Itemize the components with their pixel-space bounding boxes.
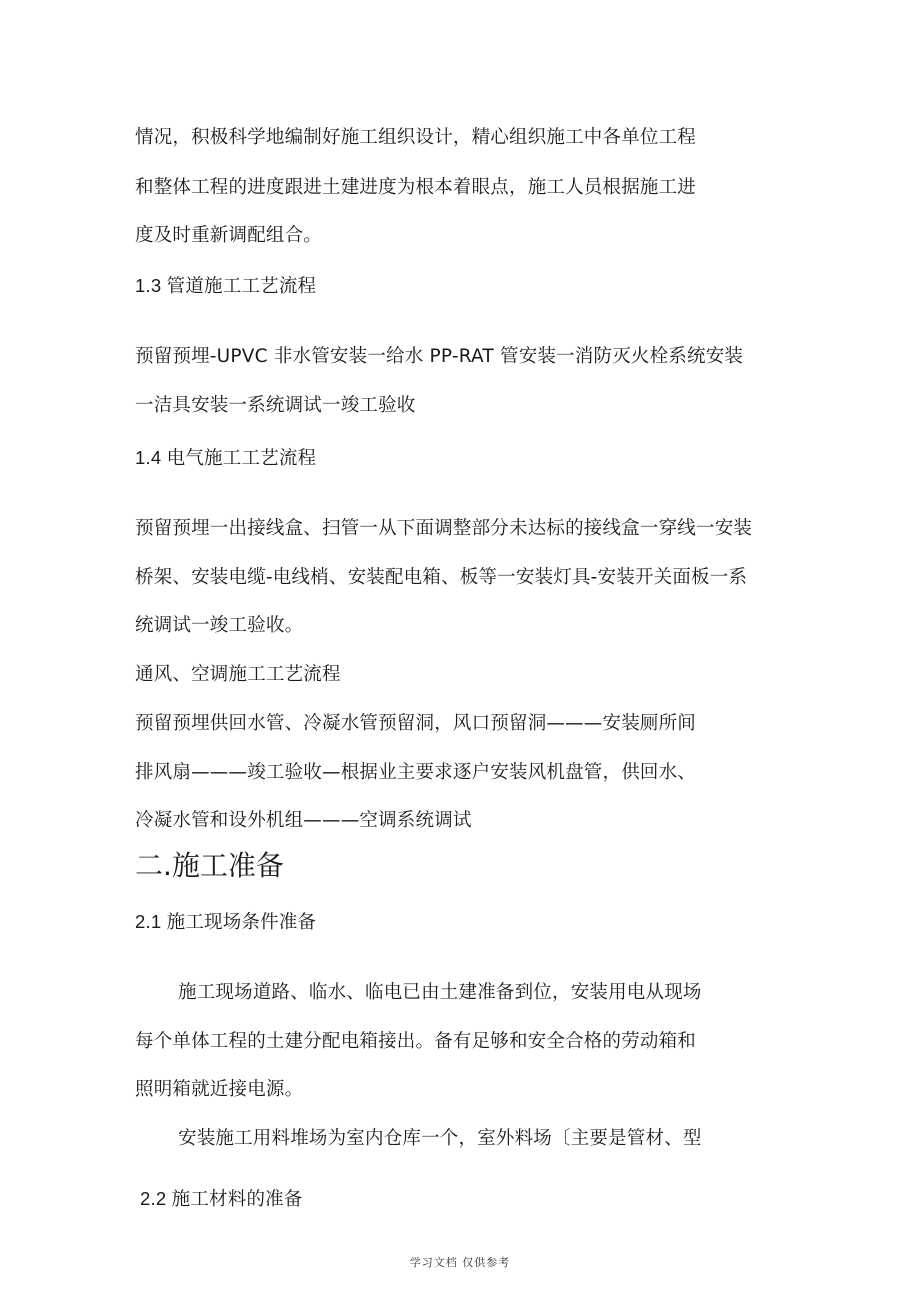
section-2-1-para-1-line-3: 照明箱就近接电源。: [135, 1079, 304, 1100]
chapter-2-title: 二.施工准备: [135, 849, 284, 882]
section-1-4-line-3: 统调试一竣工验收。: [135, 615, 304, 636]
intro-line-1: 情况，积极科学地编制好施工组织设计，精心组织施工中各单位工程: [135, 127, 697, 148]
section-2-1-heading: 2.1 施工现场条件准备: [135, 911, 317, 932]
section-1-4-heading: 1.4 电气施工工艺流程: [135, 447, 317, 468]
intro-line-2: 和整体工程的进度跟进土建进度为根本着眼点，施工人员根据施工进: [135, 177, 697, 198]
section-1-3-line-2: 一洁具安装一系统调试一竣工验收: [135, 395, 416, 416]
section-2-2-heading: 2.2 施工材料的准备: [140, 1188, 303, 1209]
section-1-4-line-1: 预留预埋一出接线盒、扫管一从下面调整部分未达标的接线盒一穿线一安装: [135, 518, 753, 539]
page-footer: 学习文档 仅供参考: [409, 1256, 511, 1269]
hvac-line-2: 排风扇———竣工验收—根据业主要求逐户安装风机盘管，供回水、: [135, 762, 697, 783]
hvac-heading: 通风、空调施工工艺流程: [135, 664, 341, 685]
hvac-line-3: 冷凝水管和设外机组———空调系统调试: [135, 810, 472, 831]
section-2-1-para-1-line-2: 每个单体工程的土建分配电箱接出。备有足够和安全合格的劳动箱和: [135, 1031, 697, 1052]
section-2-1-para-2-line-1: 安装施工用料堆场为室内仓库一个，室外料场〔主要是管材、型: [178, 1128, 702, 1149]
section-1-3-heading: 1.3 管道施工工艺流程: [135, 275, 317, 296]
section-2-1-para-1-line-1: 施工现场道路、临水、临电已由土建准备到位，安装用电从现场: [178, 982, 702, 1003]
hvac-line-1: 预留预埋供回水管、冷凝水管预留洞，风口预留洞———安装厕所间: [135, 713, 697, 734]
section-1-4-line-2: 桥架、安装电缆-电线梢、安装配电箱、板等一安装灯具-安装开关面板一系: [135, 567, 748, 588]
section-1-3-line-1: 预留预埋-UPVC 非水管安装一给水 PP-RAT 管安装一消防灭火栓系统安装: [135, 346, 744, 367]
intro-line-3: 度及时重新调配组合。: [135, 225, 323, 246]
